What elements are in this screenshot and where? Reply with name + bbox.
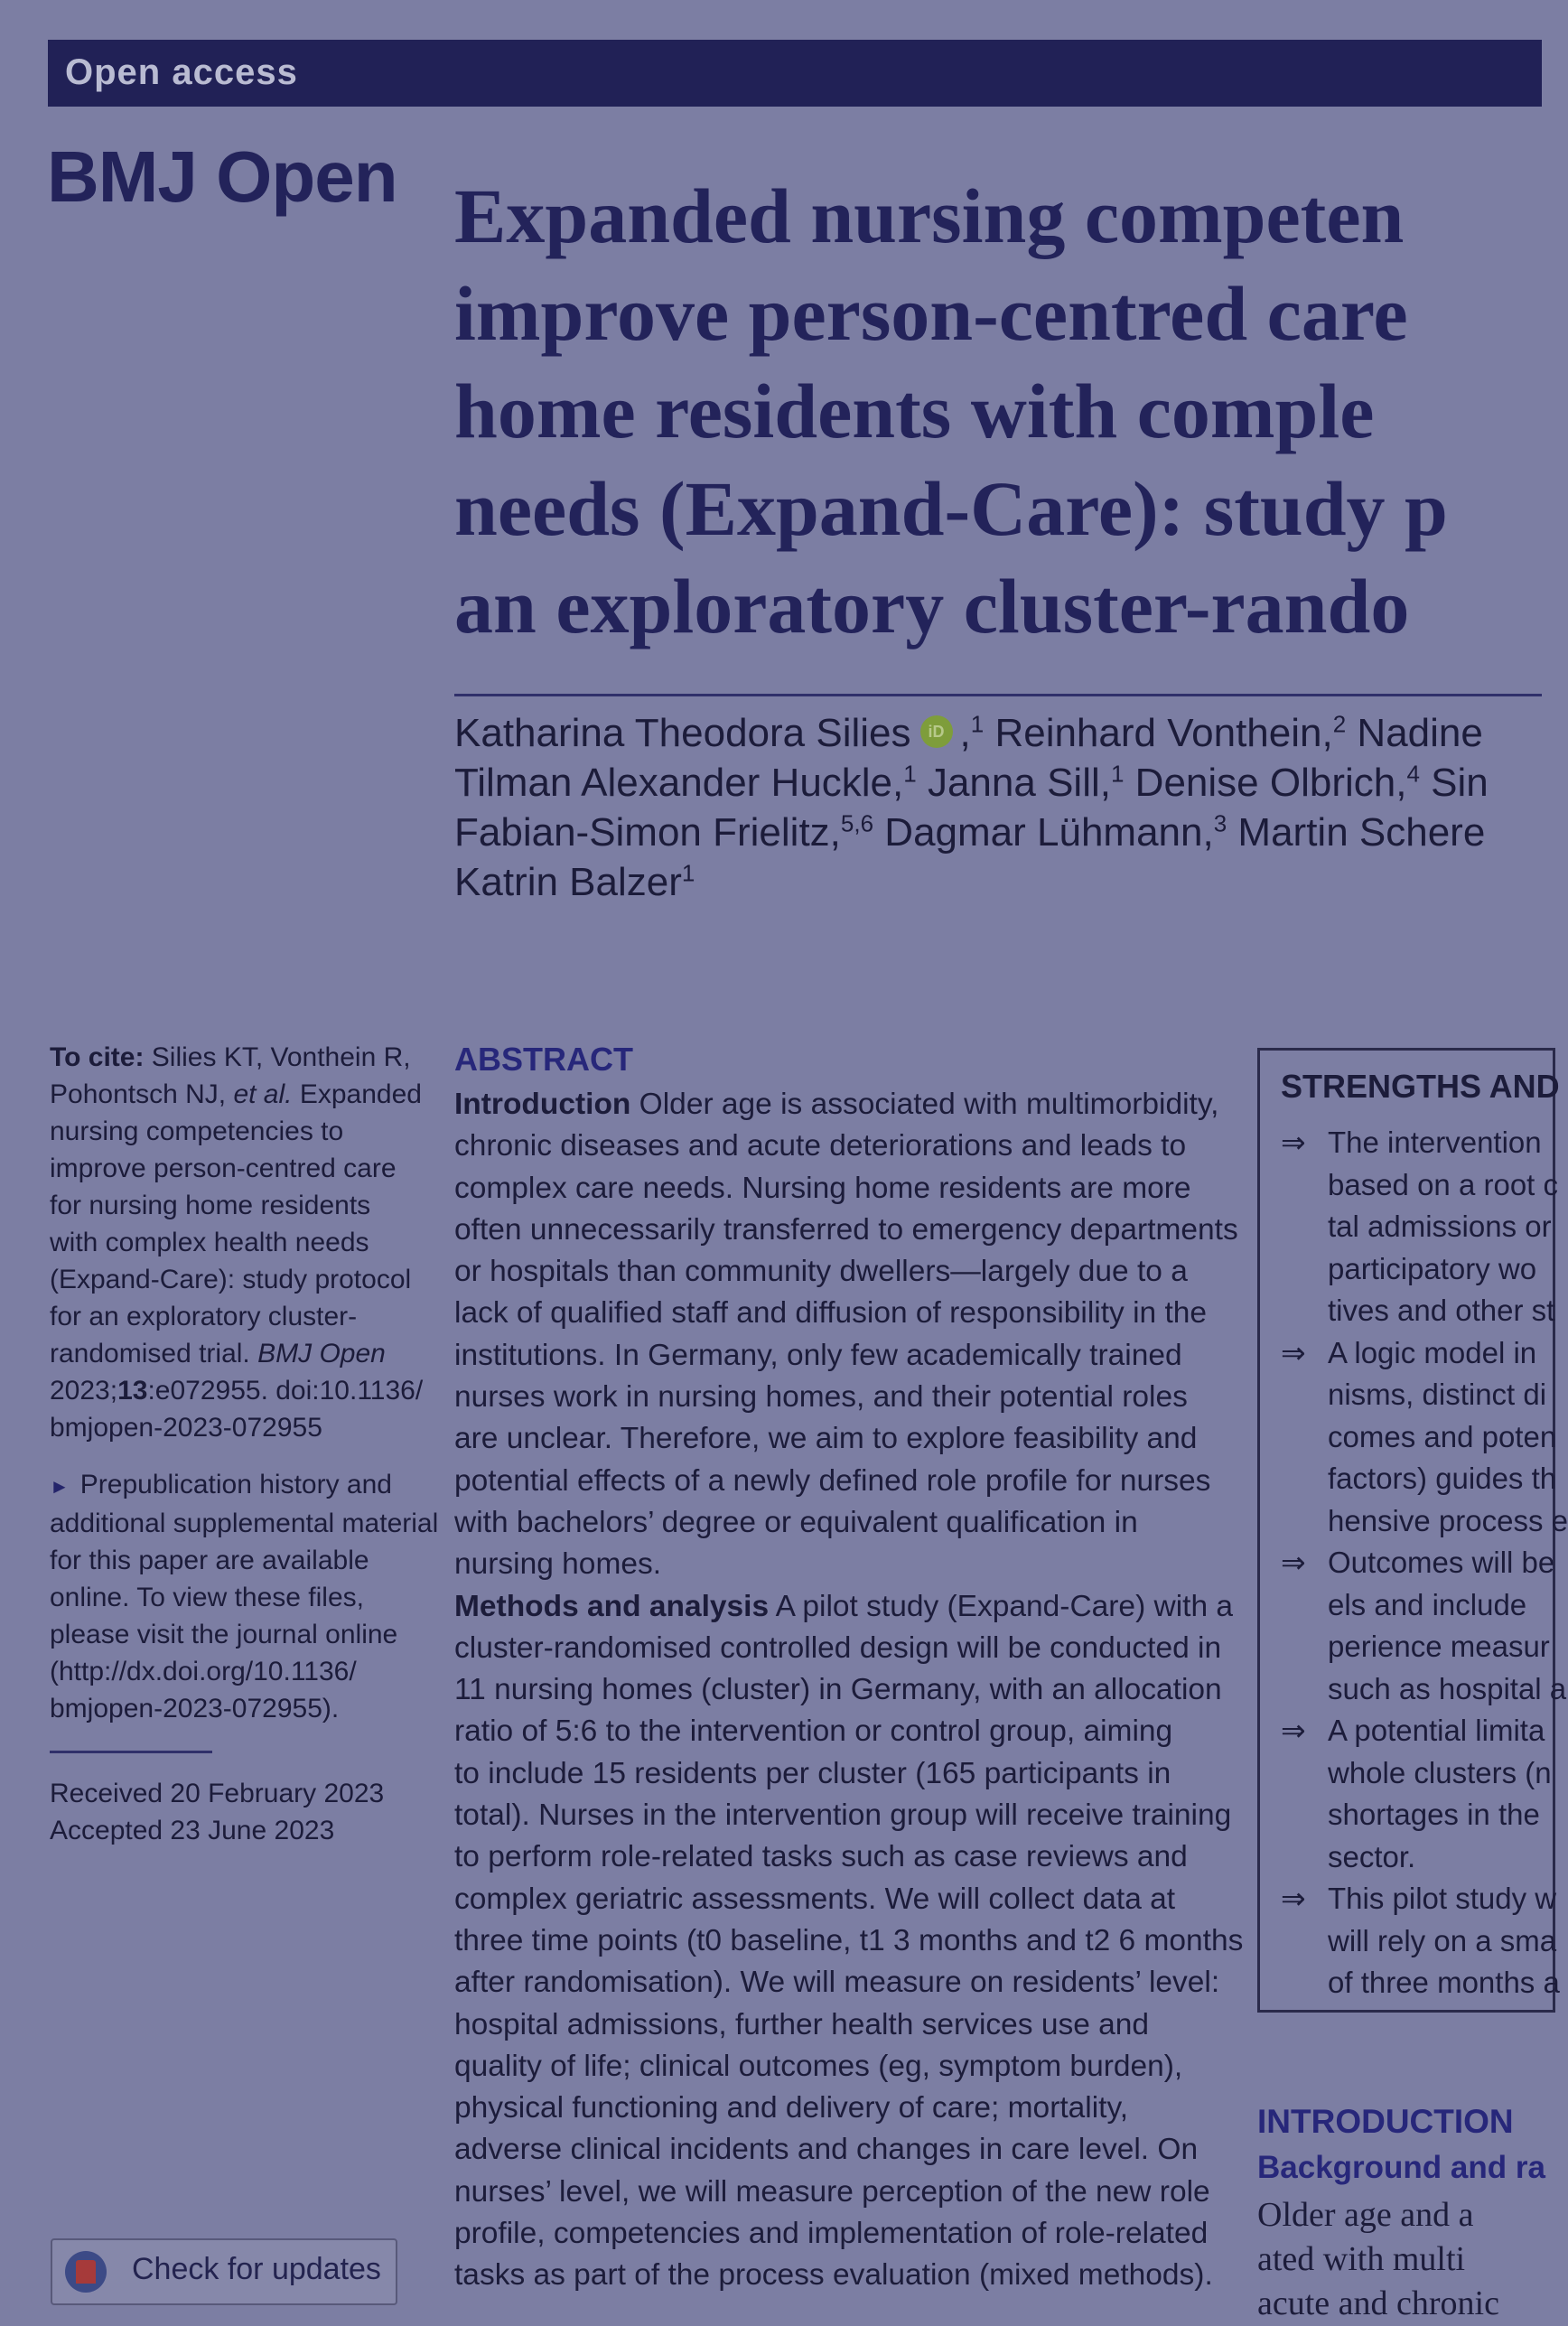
- arrow-bullet-icon: ⇒: [1281, 1714, 1306, 1747]
- introduction-heading: INTRODUCTION: [1257, 2103, 1514, 2140]
- arrow-bullet-icon: ⇒: [1281, 1126, 1306, 1159]
- open-access-label: Open access: [65, 52, 298, 92]
- arrow-bullet-icon: ⇒: [1281, 1882, 1306, 1915]
- strengths-heading: STRENGTHS AND: [1281, 1068, 1560, 1105]
- strengths-list: ⇒ The intervention based on a root c tal admissions or participatory wo tives and other st ⇒ A logic model in nisms, distinct di comes and poten factors) guides th hensive process e ⇒ Outcomes will be els and include perience measur such as hospital a ⇒ A potential limita whole clusters (n shortages in the sector. ⇒ This pilot study w will rely on a sma of three months a: [1281, 1122, 1552, 2004]
- citation-block: To cite: Silies KT, Vonthein R, Pohontsch NJ, et al. Expanded nursing competencies to improve person-centred care for nursing home residents with complex health needs (Expand-Care): study protocol for an exploratory cluster- randomised trial. BMJ Open 2023;13:e072955. doi:10.1136/ bmjopen-2023-072955: [50, 1042, 424, 1443]
- sidebar-divider: [50, 1751, 212, 1753]
- author-line: Tilman Alexander Huckle,$^1$ Janna Sill,$^1$ Denise Olbrich,$^4$ Sin: [454, 760, 1489, 805]
- author-line: Katrin Balzer$^1$: [454, 859, 695, 904]
- author-list: [454, 708, 1542, 916]
- check-for-updates-label[interactable]: Check for updates: [132, 2252, 381, 2286]
- abstract-heading: ABSTRACT: [454, 1041, 633, 1078]
- received-date: Received 20 February 2023: [50, 1779, 385, 1808]
- author-line: Fabian-Simon Frielitz,$^{5,6}$ Dagmar Lühmann,$^3$ Martin Schere: [454, 809, 1486, 855]
- title-divider: [454, 694, 1542, 696]
- journal-name: BMJ Open: [47, 136, 397, 217]
- introduction-subheading: Background and ra: [1257, 2150, 1545, 2185]
- introduction-body: Older age and a ated with multi acute and chronic: [1257, 2196, 1499, 2322]
- title-line: Expanded nursing competen: [454, 173, 1405, 259]
- title-line: needs (Expand-Care): study p: [454, 465, 1448, 552]
- abstract-body: Introduction Older age is associated with multimorbidity, chronic diseases and acute deteriorations and leads to complex care needs. Nursing home residents are more often unnecessarily transferred to emergency departments or hospitals than community dwellers—largely due to a lack of qualified staff and diffusion of responsibility in the institutions. In Germany, only few academically trained nurses work in nursing homes, and their potential roles are unclear. Therefore, we aim to explore feasibility and potential effects of a newly defined role profile for nurses with bachelors’ degree or equivalent qualification in nursing homes. Methods and analysis A pilot study (Expand-Care) with a cluster-randomised controlled design will be conducted in 11 nursing homes (cluster) in Germany, with an allocation ratio of 5:6 to the intervention or control group, aiming to include 15 residents per cluster (165 participants in total). Nurses in the intervention group will receive training to perform role-related tasks such as case reviews and complex geriatric assessments. We will collect data at three time points (t0 baseline, t1 3 months and t2 6 months after randomisation). We will measure on residents’ level: hospital admissions, further health services use and quality of life; clinical outcomes (eg, symptom burden), physical functioning and delivery of care; mortality, adverse clinical incidents and changes in care level. On nurses’ level, we will measure perception of the new role profile, competencies and implementation of role-related tasks as part of the process evaluation (mixed methods).: [454, 1088, 1244, 2293]
- title-line: improve person-centred care: [454, 270, 1408, 357]
- accepted-date: Accepted 23 June 2023: [50, 1816, 335, 1845]
- title-line: home residents with comple: [454, 368, 1375, 454]
- title-line: an exploratory cluster-rando: [454, 563, 1410, 649]
- prepublication-note[interactable]: ► Prepublication history and additional supplemental material for this paper are available online. To view these files, please visit the journal online (http://dx.doi.org/10.1136/ bmjopen-2023-072955).: [50, 1470, 439, 1723]
- orcid-icon[interactable]: iD: [920, 715, 953, 748]
- author-line: Katharina Theodora Silies iD ,$^1$ Reinhard Vonthein,$^2$ Nadine: [454, 710, 1483, 755]
- citation-sidebar: [50, 1039, 439, 1849]
- arrow-bullet-icon: ⇒: [1281, 1546, 1306, 1579]
- triangle-bullet-icon: ►: [50, 1475, 70, 1498]
- bookmark-icon: [76, 2260, 96, 2284]
- arrow-bullet-icon: ⇒: [1281, 1335, 1306, 1369]
- article-title: [454, 167, 1542, 649]
